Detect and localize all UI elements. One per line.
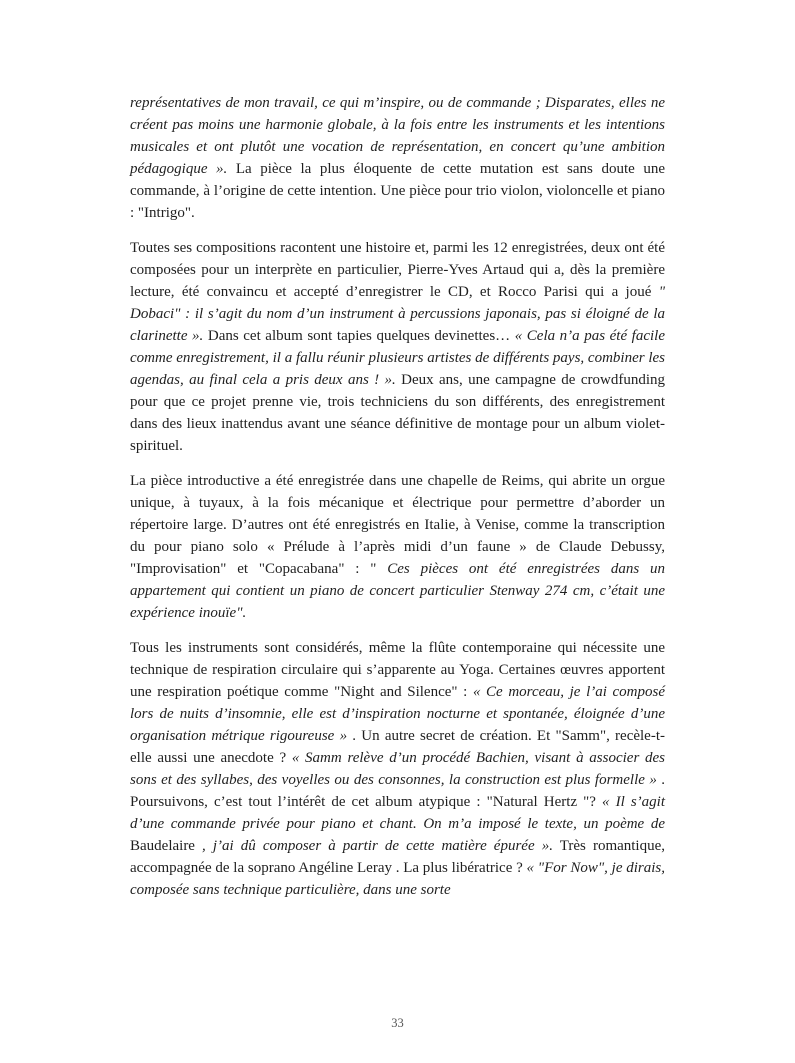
text-run: , j’ai dû composer à partir de cette matière épurée ».: [194, 838, 553, 854]
paragraph-4: [130, 637, 665, 901]
text-run: . Poursuivons, c’est tout l’intérêt de cet album atypique : "Natural Hertz "?: [130, 772, 665, 810]
text-run: Baudelaire: [130, 838, 195, 854]
text-run: « "For Now", je dirais, composée sans technique particulière, dans une sorte: [130, 860, 665, 898]
text-run: La pièce introductive a été enregistrée dans une chapelle de Reims, qui abrite un orgue unique, à tuyaux, à la fois mécanique et électrique pour permettre d’aborder un répertoire large. D’autres ont été enregistrés en Italie, à Venise, comme la transcription du pour piano solo « Prélude à l’après midi d’un faune » de Claude Debussy, "Improvisation" et "Copacabana" : ": [130, 473, 665, 577]
paragraph-2: [130, 237, 665, 457]
paragraph-1: [130, 92, 665, 224]
text-run: « Ce morceau, je l’ai composé lors de nuits d’insomnie, elle est d’inspiration nocturne et spontanée, éloignée d’une organisation métrique rigoureuse »: [130, 684, 666, 744]
text-run: Ces pièces ont été enregistrées dans un appartement qui contient un piano de concert particulier Stenway 274 cm, c’était une expérience inouïe".: [130, 561, 665, 621]
text-run: « Il s’agit d’une commande privée pour piano et chant. On m’a imposé le texte, un poème de: [130, 794, 665, 832]
text-run: Très romantique, accompagnée de la soprano Angéline Leray . La plus libératrice ?: [130, 838, 666, 876]
text-run: représentatives de mon travail, ce qui m’inspire, ou de commande ; Disparates, elles ne créent pas moins une harmonie globale, à la fois entre les instruments et les intentions musicales et ont plutôt une vocation de représentation, en concert qu’une ambition pédagogique ».: [130, 95, 665, 177]
text-run: Tous les instruments sont considérés, même la flûte contemporaine qui nécessite une technique de respiration circulaire qui s’apparente au Yoga. Certaines œuvres apportent une respiration poétique comme "Night and Silence" :: [130, 640, 665, 700]
text-block: [130, 92, 665, 914]
paragraph-3: [130, 470, 665, 624]
text-run: « Cela n’a pas été facile comme enregistrement, il a fallu réunir plusieurs artistes de différents pays, combiner les agendas, au final cela a pris deux ans ! ».: [130, 328, 665, 388]
text-run: Deux ans, une campagne de crowdfunding pour que ce projet prenne vie, trois techniciens du son différents, des enregistrement dans des lieux inattendus avant une séance définitive de montage pour un album violet-spirituel.: [130, 372, 665, 454]
page-number: 33: [391, 1016, 404, 1030]
text-run: . Un autre secret de création. Et "Samm", recèle-t-elle aussi une anecdote ?: [130, 728, 665, 766]
text-run: Dans cet album sont tapies quelques devinettes…: [203, 328, 515, 344]
text-run: La pièce la plus éloquente de cette mutation est sans doute une commande, à l’origine de cette intention. Une pièce pour trio violon, violoncelle et piano : "Intrigo".: [130, 161, 666, 221]
text-run: " Dobaci" : il s’agit du nom d’un instrument à percussions japonais, pas si éloigné de la clarinette ».: [130, 284, 665, 344]
text-run: « Samm relève d’un procédé Bachien, visant à associer des sons et des syllabes, des voyelles ou des consonnes, la construction est plus formelle »: [130, 750, 665, 788]
text-run: Toutes ses compositions racontent une histoire et, parmi les 12 enregistrées, deux ont été composées pour un interprète en particulier, Pierre-Yves Artaud qui a, dès la première lecture, été convaincu et accepté d’enregistrer le CD, et Rocco Parisi qui a joué: [130, 240, 665, 300]
